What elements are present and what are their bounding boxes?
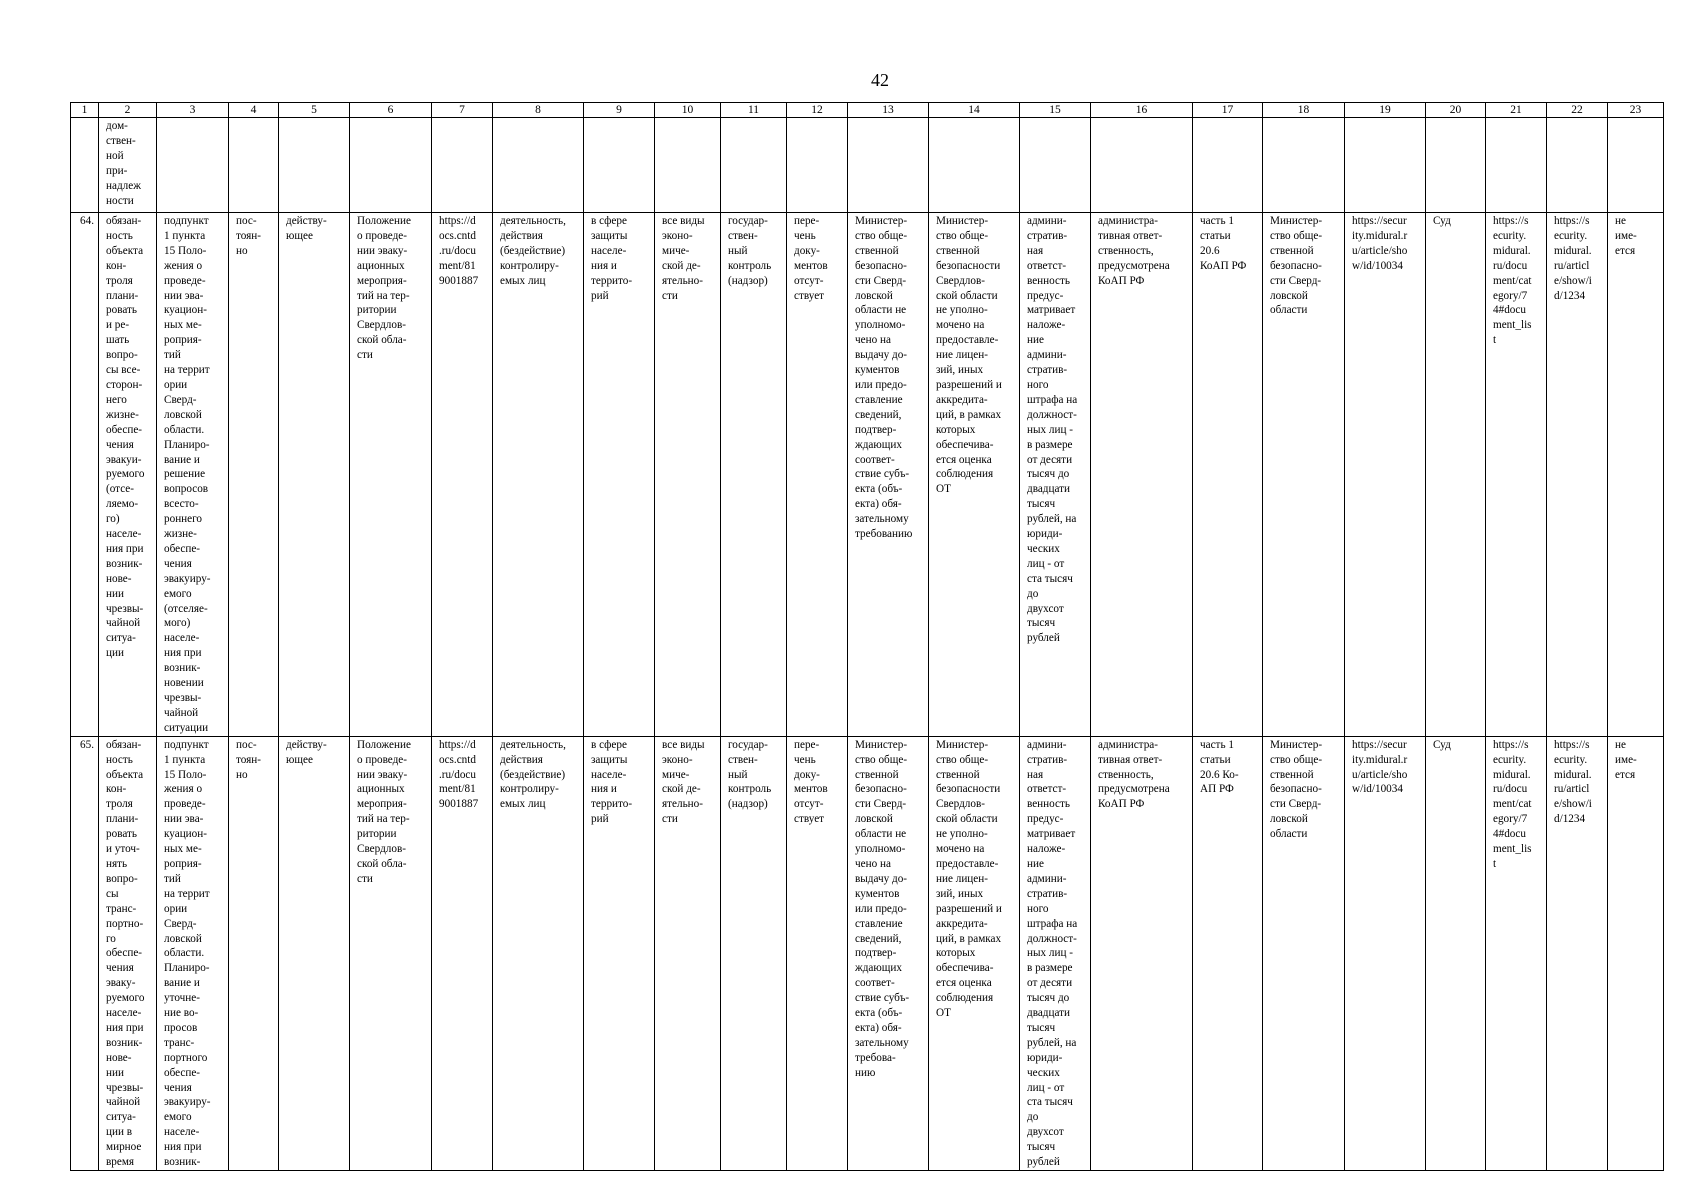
- table-cell: Министер- ство обще- ственной безопасно- сти Сверд- ловской области не уполномо- чено на выдачу до- кументов или предо- ставление сведений, подтвер- ждающих соответ- ствие субъ- екта (объ- екта) обя- зательному требова- нию: [848, 736, 929, 1170]
- table-cell: [1263, 118, 1345, 213]
- table-cell: Министер- ство обще- ственной безопасности Свердлов- ской области не уполно- мочено на предоставле- ние лицен- зий, иных разрешений и аккредита- ций, в рамках которых обеспечива- ется оценка соблюдения ОТ: [929, 213, 1020, 737]
- table-cell: [1547, 118, 1608, 213]
- table-cell: [157, 118, 229, 213]
- row-number-cell: [71, 118, 99, 213]
- table-cell: https://d ocs.cntd .ru/docu ment/81 9001887: [432, 213, 493, 737]
- column-number: 13: [848, 103, 929, 118]
- table-cell: часть 1 статьи 20.6 КоАП РФ: [1193, 213, 1263, 737]
- column-number: 4: [229, 103, 279, 118]
- table-cell: админи- стратив- ная ответст- венность предус- матривает наложе- ние админи- стратив- ного штрафа на должност- ных лиц - в размере от десяти тысяч до двадцати тысяч рублей, на юриди- ческих лиц - от ста тысяч до двухсот тысяч рублей: [1020, 736, 1091, 1170]
- table-cell: подпункт 1 пункта 15 Поло- жения о проведе- нии эва- куацион- ных ме- роприя- тий на террит ории Сверд- ловской области. Планиро- вание и уточне- ние во- просов транс- портного обеспе- чения эвакуиру- емого населе- ния при возник-: [157, 736, 229, 1170]
- table-cell: [1608, 118, 1664, 213]
- column-number: 10: [655, 103, 721, 118]
- table-cell: обязан- ность объекта кон- троля плани- ровать и ре- шать вопро- сы все- сторон- него жизне- обеспе- чения эвакуи- руемого (отсе- ляемо- го) населе- ния при возник- нове- нии чрезвы- чайной ситуа- ции: [99, 213, 157, 737]
- column-number: 22: [1547, 103, 1608, 118]
- table-cell: обязан- ность объекта кон- троля плани- ровать и уточ- нять вопро- сы транс- портно- го обеспе- чения эваку- руемого населе- ния при возник- нове- нии чрезвы- чайной ситуа- ции в мирное время: [99, 736, 157, 1170]
- table-cell: администра- тивная ответ- ственность, предусмотрена КоАП РФ: [1091, 213, 1193, 737]
- table-cell: в сфере защиты населе- ния и террито- рий: [584, 736, 655, 1170]
- table-cell: https://s ecurity. midural. ru/docu ment/cat egory/7 4#docu ment_lis t: [1486, 736, 1547, 1170]
- column-number: 18: [1263, 103, 1345, 118]
- table-row: [71, 213, 1664, 737]
- table-cell: [493, 118, 584, 213]
- column-number: 3: [157, 103, 229, 118]
- table-cell: Министер- ство обще- ственной безопасно- сти Сверд- ловской области: [1263, 736, 1345, 1170]
- table-cell: [1091, 118, 1193, 213]
- table-cell: пос- тоян- но: [229, 736, 279, 1170]
- table-cell: https://s ecurity. midural. ru/docu ment/cat egory/7 4#docu ment_lis t: [1486, 213, 1547, 737]
- table-cell: Положение о проведе- нии эваку- ационных мероприя- тий на тер- ритории Свердлов- ской обла- сти: [350, 736, 432, 1170]
- table-cell: часть 1 статьи 20.6 Ко- АП РФ: [1193, 736, 1263, 1170]
- table-cell: [721, 118, 787, 213]
- table-cell: деятельность, действия (бездействие) контролиру- емых лиц: [493, 213, 584, 737]
- column-number: 15: [1020, 103, 1091, 118]
- column-number: 19: [1345, 103, 1426, 118]
- table-cell: в сфере защиты населе- ния и террито- рий: [584, 213, 655, 737]
- column-number: 5: [279, 103, 350, 118]
- table-cell: пере- чень доку- ментов отсут- ствует: [787, 736, 848, 1170]
- table-cell: https://d ocs.cntd .ru/docu ment/81 9001887: [432, 736, 493, 1170]
- table-cell: [279, 118, 350, 213]
- table-cell: https://secur ity.midural.r u/article/sho w/id/10034: [1345, 736, 1426, 1170]
- column-number: 7: [432, 103, 493, 118]
- table-cell: [350, 118, 432, 213]
- table-cell: [229, 118, 279, 213]
- table-cell: государ- ствен- ный контроль (надзор): [721, 736, 787, 1170]
- table-cell: действу- ющее: [279, 736, 350, 1170]
- table-cell: [787, 118, 848, 213]
- table-cell: не име- ется: [1608, 213, 1664, 737]
- table-cell: [584, 118, 655, 213]
- table-cell: [655, 118, 721, 213]
- table-row: [71, 736, 1664, 1170]
- column-number: 9: [584, 103, 655, 118]
- table-cell: [1486, 118, 1547, 213]
- table-cell: дом- ствен- ной при- надлеж ности: [99, 118, 157, 213]
- table-cell: Министер- ство обще- ственной безопасно- сти Сверд- ловской области: [1263, 213, 1345, 737]
- table-cell: не име- ется: [1608, 736, 1664, 1170]
- column-number: 8: [493, 103, 584, 118]
- column-number: 1: [71, 103, 99, 118]
- table-cell: государ- ствен- ный контроль (надзор): [721, 213, 787, 737]
- table-cell: [1020, 118, 1091, 213]
- table-cell: [929, 118, 1020, 213]
- table-cell: Министер- ство обще- ственной безопасности Свердлов- ской области не уполно- мочено на предоставле- ние лицен- зий, иных разрешений и аккредита- ций, в рамках которых обеспечива- ется оценка соблюдения ОТ: [929, 736, 1020, 1170]
- table-cell: [1426, 118, 1486, 213]
- column-number: 12: [787, 103, 848, 118]
- requirements-table: [70, 102, 1664, 1171]
- row-number-cell: 65.: [71, 736, 99, 1170]
- table-cell: деятельность, действия (бездействие) контролиру- емых лиц: [493, 736, 584, 1170]
- table-cell: пос- тоян- но: [229, 213, 279, 737]
- column-number: 23: [1608, 103, 1664, 118]
- page-number: 42: [871, 70, 889, 90]
- table-cell: https://s ecurity. midural. ru/articl e/show/i d/1234: [1547, 736, 1608, 1170]
- table-cell: все виды эконо- миче- ской де- ятельно- сти: [655, 736, 721, 1170]
- table-cell: действу- ющее: [279, 213, 350, 737]
- table-cell: подпункт 1 пункта 15 Поло- жения о проведе- нии эва- куацион- ных ме- роприя- тий на террит ории Сверд- ловской области. Планиро- вание и решение вопросов всесто- роннего жизне- обеспе- чения эвакуиру- емого (отселяе- мого) населе- ния при возник- новении чрезвы- чайной ситуации: [157, 213, 229, 737]
- table-cell: [1345, 118, 1426, 213]
- table-cell: [432, 118, 493, 213]
- column-number: 16: [1091, 103, 1193, 118]
- table-cell: все виды эконо- миче- ской де- ятельно- сти: [655, 213, 721, 737]
- column-number: 17: [1193, 103, 1263, 118]
- table-cell: [848, 118, 929, 213]
- table-cell: [1193, 118, 1263, 213]
- table-cell: https://secur ity.midural.r u/article/sho w/id/10034: [1345, 213, 1426, 737]
- table-cell: Суд: [1426, 213, 1486, 737]
- table-cell: Министер- ство обще- ственной безопасно- сти Сверд- ловской области не уполномо- чено на выдачу до- кументов или предо- ставление сведений, подтвер- ждающих соответ- ствие субъ- екта (объ- екта) обя- зательному требованию: [848, 213, 929, 737]
- column-number: 11: [721, 103, 787, 118]
- table-cell: пере- чень доку- ментов отсут- ствует: [787, 213, 848, 737]
- column-number: 6: [350, 103, 432, 118]
- table-cell: https://s ecurity. midural. ru/articl e/show/i d/1234: [1547, 213, 1608, 737]
- row-number-cell: 64.: [71, 213, 99, 737]
- column-number: 21: [1486, 103, 1547, 118]
- table-cell: Положение о проведе- нии эваку- ационных мероприя- тий на тер- ритории Свердлов- ской обла- сти: [350, 213, 432, 737]
- column-number: 14: [929, 103, 1020, 118]
- column-number: 2: [99, 103, 157, 118]
- table-cell: админи- стратив- ная ответст- венность предус- матривает наложе- ние админи- стратив- ного штрафа на должност- ных лиц - в размере от десяти тысяч до двадцати тысяч рублей, на юриди- ческих лиц - от ста тысяч до двухсот тысяч рублей: [1020, 213, 1091, 737]
- column-number-row: [71, 103, 1664, 118]
- column-number: 20: [1426, 103, 1486, 118]
- table-row: [71, 118, 1664, 213]
- table-cell: Суд: [1426, 736, 1486, 1170]
- table-cell: администра- тивная ответ- ственность, предусмотрена КоАП РФ: [1091, 736, 1193, 1170]
